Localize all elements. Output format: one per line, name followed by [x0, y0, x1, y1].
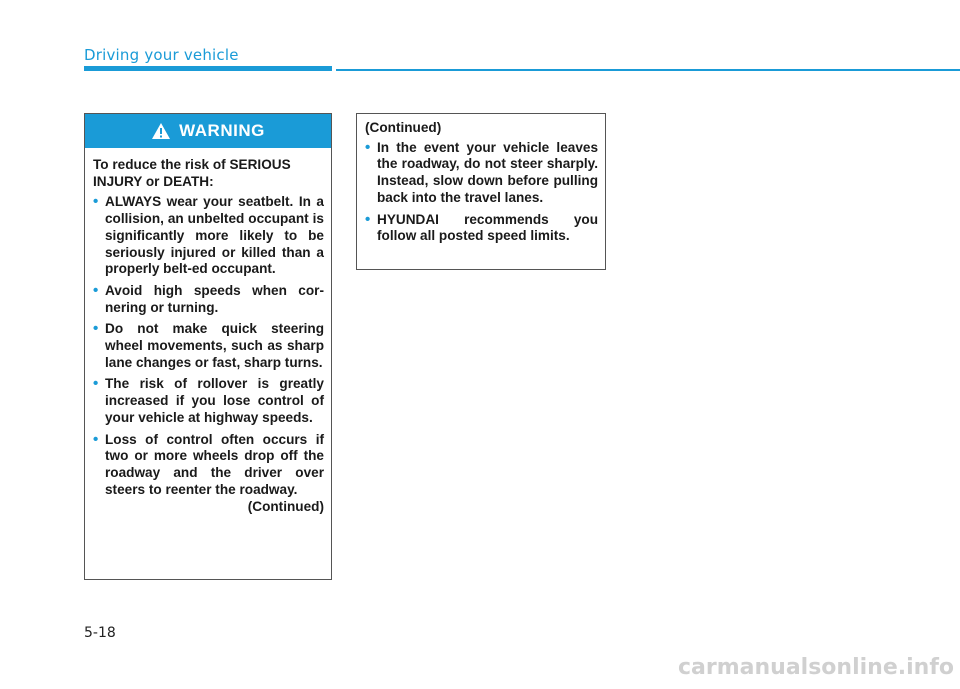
warning-content: [85, 148, 331, 516]
warning-box: [84, 113, 332, 580]
list-item: • ALWAYS wear your seatbelt. In a collision, an unbelted occupant is significantly more likely to be seriously injured or killed than a properly belt-ed occupant.: [93, 194, 324, 278]
list-item: • Avoid high speeds when cor-nering or turning.: [93, 283, 324, 316]
list-item: • In the event your vehicle leaves the roadway, do not steer sharply. Instead, slow down before pulling back into the travel lanes.: [365, 140, 598, 207]
header-rule-thin: [336, 69, 960, 71]
continued-label: (Continued): [247, 499, 324, 515]
warning-title: WARNING: [179, 121, 265, 140]
page-number: 5-18: [84, 625, 116, 641]
warning-triangle-icon: [151, 122, 171, 140]
continued-list: [365, 140, 598, 245]
warning-intro: To reduce the risk of SERIOUS INJURY or DEATH:: [93, 157, 291, 189]
section-title: Driving your vehicle: [84, 46, 239, 64]
warning-list: [93, 194, 324, 498]
continued-content: [357, 114, 605, 245]
list-item: • Loss of control often occurs if two or more wheels drop off the roadway and the driver over steers to reenter the roadway.: [93, 432, 324, 499]
list-item: • The risk of rollover is greatly increased if you lose control of your vehicle at highway speeds.: [93, 376, 324, 426]
warning-header: [85, 114, 331, 148]
list-item: • HYUNDAI recommends you follow all posted speed limits.: [365, 212, 598, 245]
watermark: carmanualsonline.info: [678, 655, 954, 680]
list-item: • Do not make quick steering wheel movements, such as sharp lane changes or fast, sharp turns.: [93, 321, 324, 371]
header-rule-thick: [84, 66, 332, 71]
continued-heading: (Continued): [365, 120, 442, 135]
continued-warning-box: [356, 113, 606, 270]
